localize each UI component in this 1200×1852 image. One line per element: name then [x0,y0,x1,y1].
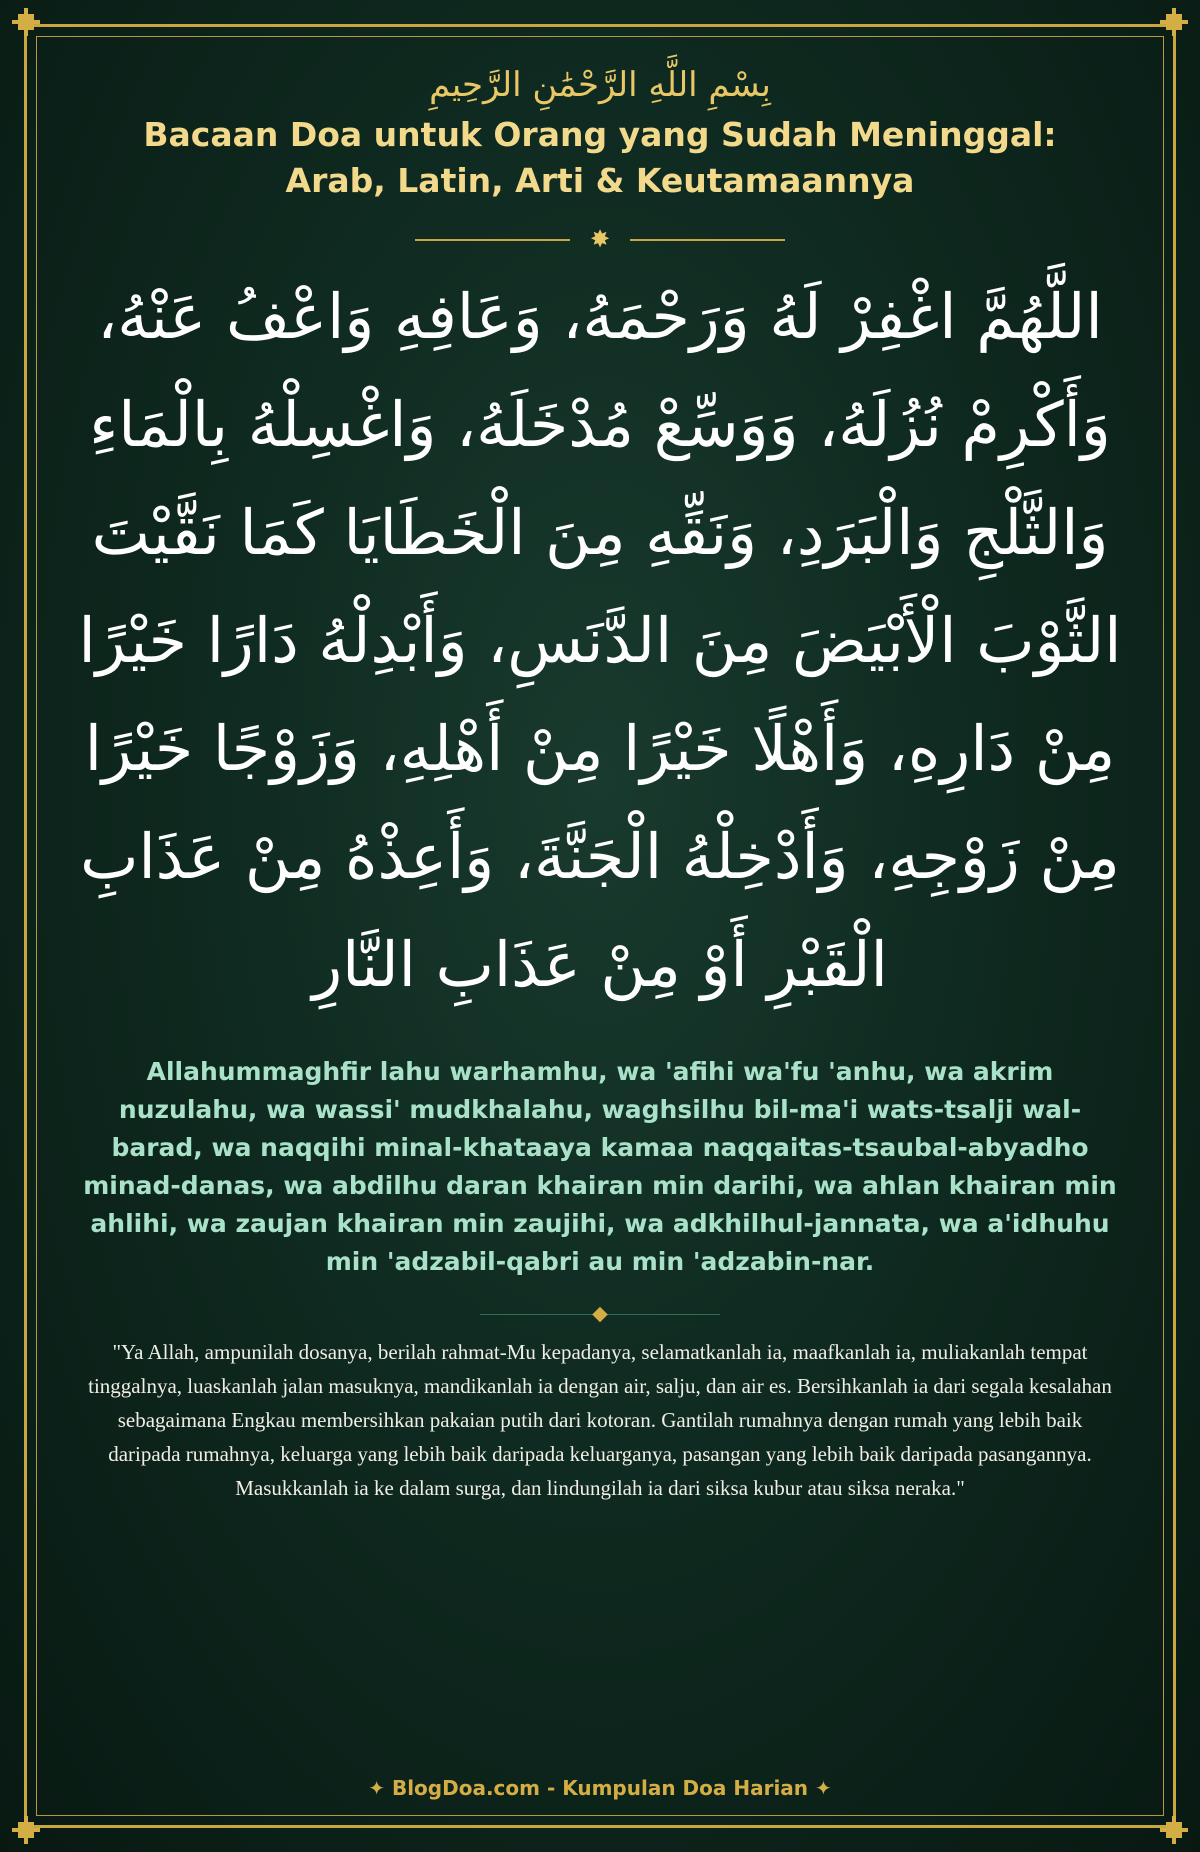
arabic-line: وَأَكْرِمْ نُزُلَهُ، وَوَسِّعْ مُدْخَلَهُ، وَاغْسِلْهُ بِالْمَاءِ [89,388,1111,462]
diamond-ornament-icon [592,1307,608,1323]
corner-ornament-icon [18,1822,34,1838]
arabic-line: مِنْ زَوْجِهِ، وَأَدْخِلْهُ الْجَنَّةَ، وَأَعِذْهُ مِنْ عَذَابِ [80,820,1120,894]
page-title [70,112,1130,206]
arabic-line: الثَّوْبَ الْأَبْيَضَ مِنَ الدَّنَسِ، وَأَبْدِلْهُ دَارًا خَيْرًا [78,604,1122,678]
latin-transliteration: Allahummaghfir lahu warhamhu, wa 'afihi wa'fu 'anhu, wa akrim nuzulahu, wa wassi' mudkhalahu, waghsilhu bil-ma'i wats-tsalji wal-barad, wa naqqihi minal-khataaya kamaa naqqaitas-tsaubal-abyadho minad-danas, wa abdilhu daran khairan min darihi, wa ahlan khairan min ahlihi, wa zaujan khairan min zaujihi, wa adkhilhul-jannata, wa a'idhuhu min 'adzabil-qabri au min 'adzabin-nar. [83,1057,1117,1277]
corner-ornament-icon [1166,1822,1182,1838]
arabic-line: اللَّهُمَّ اغْفِرْ لَهُ وَرَحْمَهُ، وَعَافِهِ وَاعْفُ عَنْهُ، [97,280,1103,354]
divider-line [415,239,570,241]
title-line-2: Arab, Latin, Arti & Keutamaannya [285,161,915,201]
star-ornament-icon: ✸ [589,225,611,254]
title-line-1: Bacaan Doa untuk Orang yang Sudah Meninggal: [143,114,1057,154]
translation-text: "Ya Allah, ampunilah dosanya, berilah rahmat-Mu kepadanya, selamatkanlah ia, maafkanlah ia, muliakanlah tempat tinggalnya, luaskanlah jalan masuknya, mandikanlah ia dengan air, salju, dan air es. Bersihkanlah ia dari segala kesalahan sebagaimana Engkau membersihkan pakaian putih dari kotoran. Gantilah rumahnya dengan rumah yang lebih baik daripada rumahnya, keluarga yang lebih baik daripada keluarganya, pasangan yang lebih baik daripada pasangannya. Masukkanlah ia ke dalam surga, dan lindungilah ia dari siksa kubur atau siksa neraka." [88,1340,1112,1501]
arabic-line: مِنْ دَارِهِ، وَأَهْلًا خَيْرًا مِنْ أَهْلِهِ، وَزَوْجًا خَيْرًا [84,712,1116,786]
arabic-line: الْقَبْرِ أَوْ مِنْ عَذَابِ النَّارِ [312,928,888,1002]
bismillah: بِسْمِ اللَّهِ الرَّحْمَٰنِ الرَّحِيمِ [429,65,771,105]
content [70,50,1130,1505]
divider-line [630,239,785,241]
corner-ornament-icon [18,14,34,30]
arabic-line: وَالثَّلْجِ وَالْبَرَدِ، وَنَقِّهِ مِنَ الْخَطَايَا كَمَا نَقَّيْتَ [91,496,1109,570]
corner-ornament-icon [1166,14,1182,30]
footer-credit: ✦ BlogDoa.com - Kumpulan Doa Harian ✦ [368,1776,832,1800]
section-divider [480,1307,720,1323]
title-divider [415,227,785,253]
arabic-doa-text [70,263,1130,1019]
